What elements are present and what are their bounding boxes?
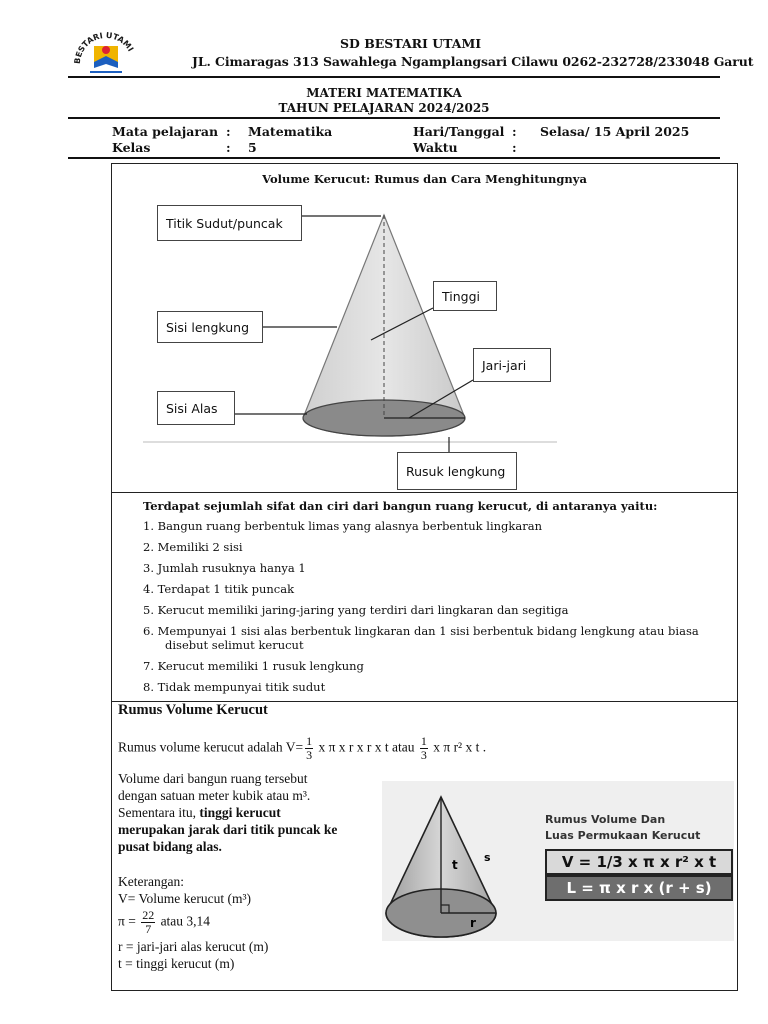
kelas-label: Kelas [112,140,151,155]
fraction-one-third: $\frac{1}{3}$ [420,734,427,762]
rumus-heading: Rumus Volume Kerucut [118,702,268,718]
keterangan-pi: π = $\frac{22}{7}$ atau 3,14 [118,908,211,936]
keterangan-heading: Keterangan: [118,874,184,889]
hari-label: Hari/Tanggal [413,124,505,139]
svg-text:t: t [452,858,458,872]
label-jari-jari: Jari-jari [473,348,551,382]
title-divider [68,117,720,119]
doc-subtitle: TAHUN PELAJARAN 2024/2025 [278,101,490,115]
keterangan-v: V= Volume kerucut (m³) [118,891,252,906]
list-item: 3. Jumlah rusuknya hanya 1 [143,561,306,575]
list-item: 4. Terdapat 1 titik puncak [143,582,295,596]
fraction-one-third: $\frac{1}{3}$ [306,734,313,762]
kelas-value: 5 [248,140,257,155]
mapel-value: Matematika [248,124,333,139]
figure-title: Rumus Volume Dan [545,813,666,826]
list-item: 1. Bangun ruang berbentuk limas yang alasnya berbentuk lingkaran [143,519,543,533]
hari-value: Selasa/ 15 April 2025 [540,124,690,139]
meta-divider [68,157,720,159]
label-rusuk-lengkung: Rusuk lengkung [397,452,517,490]
formula-prefix: Rumus volume kerucut adalah V= [118,739,304,755]
mapel-label: Mata pelajaran [112,124,219,139]
mapel-colon: : [226,124,231,139]
svg-text:BESTARI UTAMI: BESTARI UTAMI [72,30,136,65]
school-logo [70,22,142,84]
keterangan [118,873,380,972]
properties-heading: Terdapat sejumlah sifat dan ciri dari bangun ruang kerucut, di antaranya yaitu: [143,499,658,513]
surface-area-formula: L = π x r x (r + s) [545,875,733,901]
svg-text:r: r [470,916,476,930]
school-name: SD BESTARI UTAMI [340,36,482,51]
volume-formula: V = 1/3 x π x r² x t [545,849,733,875]
properties-list [143,519,733,701]
label-tinggi: Tinggi [433,281,497,311]
waktu-label: Waktu [413,140,458,155]
label-puncak: Titik Sudut/puncak [157,205,302,241]
header-divider [68,76,720,78]
list-item: 5. Kerucut memiliki jaring-jaring yang terdiri dari lingkaran dan segitiga [143,603,569,617]
list-item: 7. Kerucut memiliki 1 rusuk lengkung [143,659,364,673]
formula-mid: x π x r x r x t atau [315,739,418,755]
svg-text:s: s [484,851,491,864]
keterangan-t: t = tinggi kerucut (m) [118,956,235,971]
diagram-title: Volume Kerucut: Rumus dan Cara Menghitungnya [262,172,587,186]
list-item: 8. Tidak mempunyai titik sudut [143,680,326,694]
keterangan-r: r = jari-jari alas kerucut (m) [118,939,269,954]
formula-end: x π r² x t . [429,739,487,755]
figure-subtitle: Luas Permukaan Kerucut [545,829,701,842]
label-sisi-lengkung: Sisi lengkung [157,311,263,343]
rumus-paragraph: Volume dari bangun ruang tersebut dengan satuan meter kubik atau m³. Sementara itu, tinggi kerucut merupakan jarak dari titik puncak ke pusat bidang alas. [118,771,338,854]
doc-title: MATERI MATEMATIKA [306,86,462,100]
rumus-formula [118,735,486,762]
list-item: disebut selimut kerucut [165,638,304,652]
waktu-colon: : [512,140,517,155]
label-sisi-alas: Sisi Alas [157,391,235,425]
school-address: JL. Cimaragas 313 Sawahlega Ngamplangsari Cilawu 0262-232728/233048 Garut [192,54,754,69]
kelas-colon: : [226,140,231,155]
list-item: 2. Memiliki 2 sisi [143,540,243,554]
list-item: 6. Mempunyai 1 sisi alas berbentuk lingkaran dan 1 sisi berbentuk bidang lengkung atau biasa [143,624,699,638]
small-cone-figure [382,781,542,941]
hari-colon: : [512,124,517,139]
